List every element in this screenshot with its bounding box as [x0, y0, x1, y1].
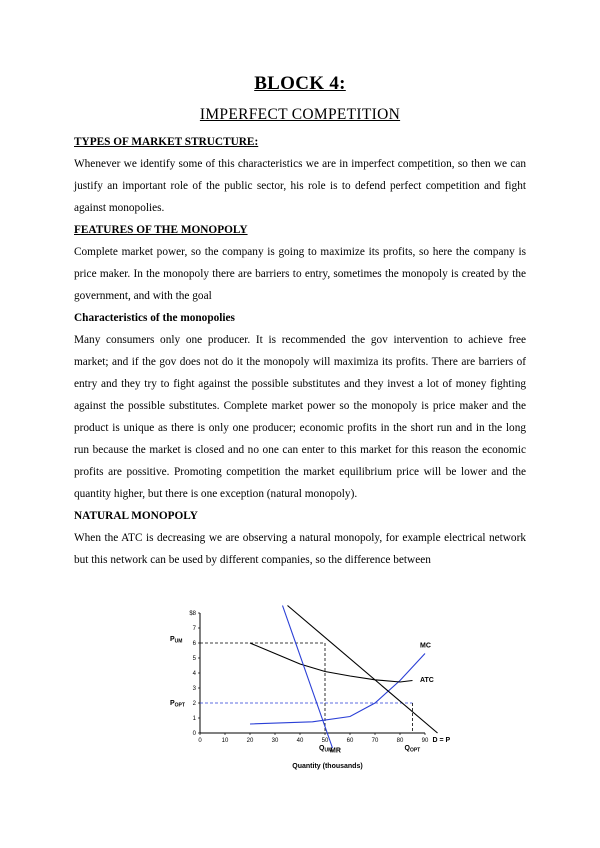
market-structure-text: Whenever we identify some of this characteristics we are in imperfect competition, so then we can justify an important role of the public sector, his role is to defend perfect competition and fight against monopolies. — [74, 158, 526, 214]
q-um-label: $Q_{UM}$ — [319, 745, 333, 754]
features-text: Complete market power, so the company is going to maximize its profits, so here the company is price maker. In the monopoly there are barriers to entry, sometimes the monopoly is created by the government, and with the goal — [74, 246, 526, 302]
mr-curve-label: MR — [330, 747, 341, 755]
demand-curve — [288, 606, 438, 734]
y-tick-label: 7 — [192, 626, 196, 632]
document-body — [74, 131, 526, 571]
x-tick-label: 40 — [296, 738, 304, 744]
chart-axes — [200, 613, 425, 733]
characteristics-heading: Characteristics of the monopolies — [74, 312, 235, 324]
demand-curve-label: D = P — [432, 737, 451, 744]
x-axis-label: Quantity (thousands) — [292, 763, 363, 770]
section-title: IMPERFECT COMPETITION — [199, 106, 401, 123]
features-heading: FEATURES OF THE MONOPOLY — [74, 224, 248, 236]
p-opt-label: $P_{OPT}$ — [170, 700, 185, 709]
p-um-guide — [200, 643, 325, 733]
characteristics-text: Many consumers only one producer. It is recommended the gov intervention to achieve free market; and if the gov does not do it the monopoly will maximiza its profits. There are barriers of entry and they try to fight against the possible substitutes and they invest a lot of money fighting against the possible substitutes. Complete market power so the monopoly is price maker and the product is unique as there is only one producer; economic profits in the short run and in the long run because the market is closed and no one can enter to this market for this reason the economic profits are possitive. Promoting competition the market equilibrium price will be lower and the quantity higher, but there is one exception (natural monopoly). — [74, 334, 526, 500]
y-tick-label: 5 — [192, 656, 196, 662]
x-tick-label: 90 — [421, 738, 429, 744]
x-tick-label: 30 — [271, 738, 279, 744]
natural-monopoly-text: When the ATC is decreasing we are observing a natural monopoly, for example electrical network but this network can be used by different companies, so the difference between — [74, 532, 526, 566]
y-tick-label: 0 — [192, 731, 196, 737]
natural-monopoly-heading: NATURAL MONOPOLY — [74, 510, 198, 522]
y-tick-label: 3 — [192, 686, 196, 692]
y-tick-label: 1 — [192, 716, 196, 722]
atc-curve-label: ATC — [420, 677, 434, 684]
market-structure-heading: TYPES OF MARKET STRUCTURE: — [74, 136, 259, 148]
p-um-label: $P_{UM}$ — [170, 636, 183, 645]
mr-curve — [283, 606, 333, 749]
y-tick-label: 4 — [192, 671, 196, 677]
x-tick-label: 50 — [321, 738, 329, 744]
block-title: BLOCK 4: — [254, 73, 346, 94]
atc-curve — [250, 643, 413, 682]
natural-monopoly-chart — [150, 598, 451, 788]
x-tick-label: 70 — [371, 738, 379, 744]
mc-curve-label: MC — [420, 642, 431, 650]
x-tick-label: 10 — [221, 738, 229, 744]
y-tick-label: 6 — [192, 641, 196, 647]
mc-curve — [250, 654, 425, 725]
y-tick-label: 2 — [192, 701, 196, 707]
x-tick-label: 80 — [396, 738, 404, 744]
x-tick-label: 20 — [246, 738, 254, 744]
q-opt-label: $Q_{OPT}$ — [404, 745, 421, 754]
y-tick-label: $8 — [189, 611, 196, 617]
x-tick-label: 0 — [198, 738, 202, 744]
x-tick-label: 60 — [346, 738, 354, 744]
